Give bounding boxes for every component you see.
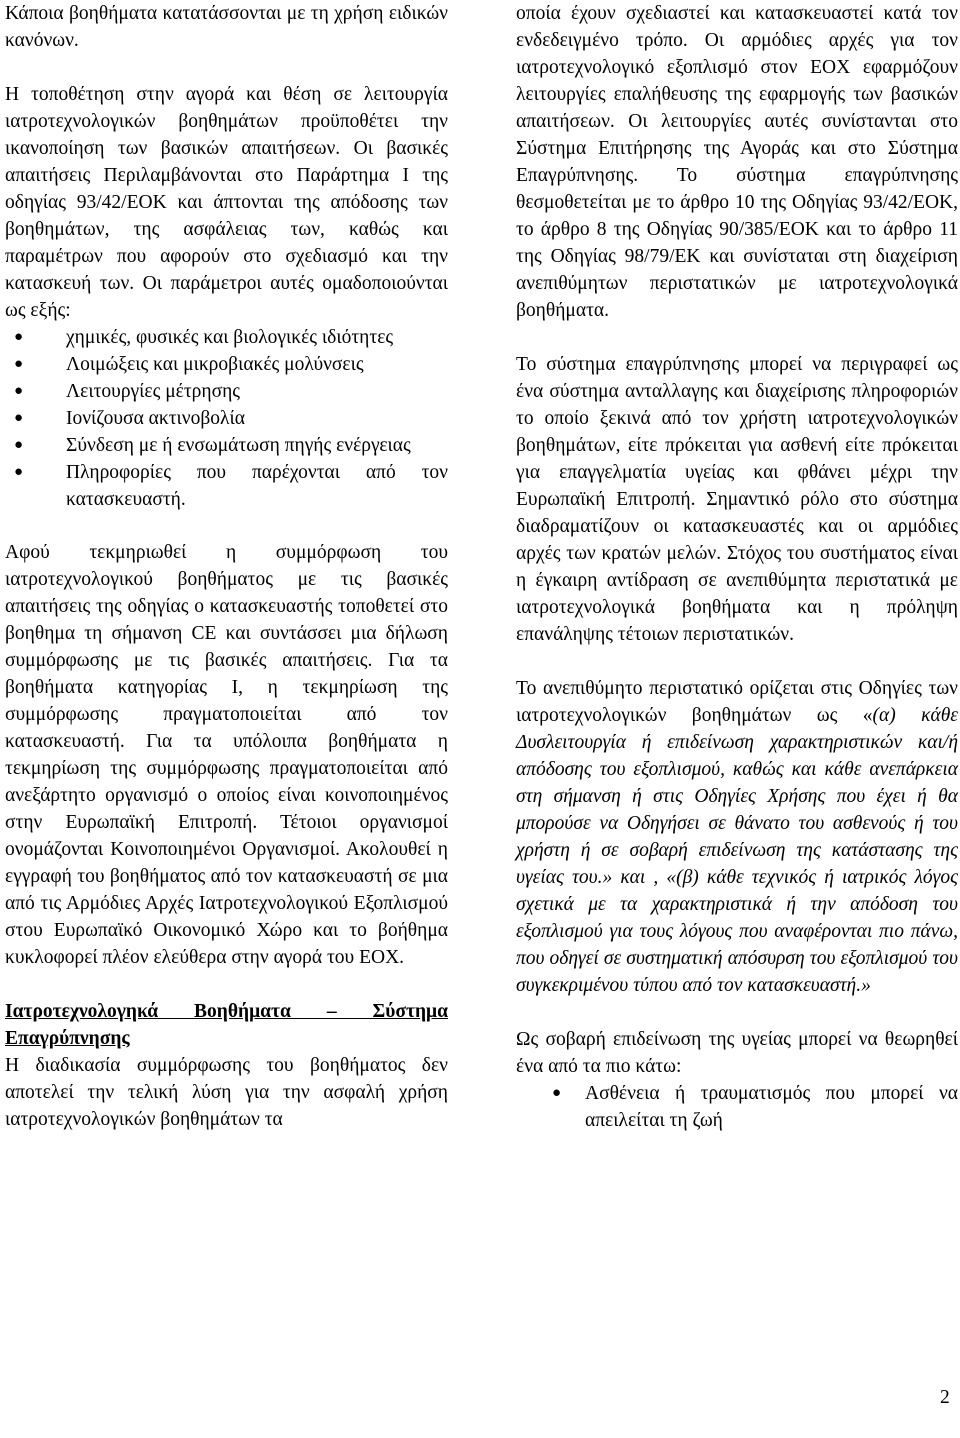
list-item xyxy=(5,459,448,513)
right-paragraph-serious: Ως σοβαρή επιδείνωση της υγείας μπορεί να θεωρηθεί ένα από τα πιο κάτω: xyxy=(516,1029,958,1077)
bullet-icon: ● xyxy=(14,329,24,345)
list-item-text: Λειτουργίες μέτρησης xyxy=(66,381,241,402)
right-column xyxy=(516,0,958,1134)
page-number: 2 xyxy=(940,1387,950,1408)
list-item-text: Ασθένεια ή τραυματισμός που μπορεί να απειλείται τη ζωή xyxy=(585,1083,958,1131)
list-item xyxy=(5,378,448,405)
list-item xyxy=(5,405,448,432)
list-item xyxy=(5,324,448,351)
list-item-text: Λοιμώξεις και μικροβιακές μολύνσεις xyxy=(66,354,364,375)
bullet-icon: ● xyxy=(14,410,24,426)
list-item-text: Ιονίζουσα ακτινοβολία xyxy=(66,408,245,429)
list-item xyxy=(516,1080,958,1134)
list-item-text: χημικές, φυσικές και βιολογικές ιδιότητες xyxy=(66,327,394,348)
right-paragraph-authorities: οποία έχουν σχεδιαστεί και κατασκευαστεί κατά τον ενδεδειγμένο τρόπο. Οι αρμόδιες αρχές για τον ιατροτεχνολογικό εξοπλισμό στον ΕΟΧ εφαρμόζουν λειτουργίες επαλήθευσης της εφαρμογής των βασικών απαιτήσεων. Οι λειτουργίες αυτές συνίστανται στο Σύστημα Επιτήρησης της Αγοράς και στο Σύστημα Επαγρύπνησης. Το σύστημα επαγρύπνησης θεσμοθετείται με το άρθρο 10 της Οδηγίας 93/42/ΕΟΚ, το άρθρο 8 της Οδηγίας 90/385/ΕΟΚ και το άρθρο 11 της Οδηγίας 98/79/ΕΚ και συνίσταται στη διαχείριση ανεπιθύμητων περιστατικών με ιατροτεχνολογικά βοηθήματα. xyxy=(516,3,958,321)
bullet-icon: ● xyxy=(14,356,24,372)
left-paragraph-procedure: Η διαδικασία συμμόρφωσης του βοηθήματος δεν αποτελεί την τελική λύση για την ασφαλή χρήση ιατροτεχνολογικών βοηθημάτων τα xyxy=(5,1055,448,1130)
left-paragraph-conformity: Αφού τεκμηριωθεί η συμμόρφωση του ιατροτεχνολογικού βοηθήματος με τις βασικές απαιτήσεις της οδηγίας ο κατασκευαστής τοποθετεί στο βοηθημα τη σήμανση CE και συντάσσει μια δήλωση συμμόρφωσης με τις βασικές απαιτήσεις. Για τα βοηθήματα κατηγορίας Ι, η τεκμηρίωση της συμμόρφωσης πραγματοποιείται από τον κατασκευαστή. Για τα υπόλοιπα βοηθήματα η τεκμηρίωση της συμμόρφωσης πραγματοποιείται από ανεξάρτητο οργανισμό ο οποίος είναι κοινοποιημένος στην Ευρωπαϊκή Επιτροπή. Τέτοιοι οργανισμοί ονομάζονται Κοινοποιημένοι Οργανισμοί. Ακολουθεί η εγγραφή του βοηθήματος από τον κατασκευαστή σε μια από τις Αρμόδιες Αρχές Ιατροτεχνολογικού Εξοπλισμού στου Ευρωπαϊκό Οικονομικό Χώρο και το βοήθημα κυκλοφορεί πλέον ελεύθερα στην αγορά του ΕΟΧ. xyxy=(5,542,448,968)
list-item xyxy=(5,351,448,378)
right-bullet-list xyxy=(516,1080,958,1134)
right-paragraph-definition xyxy=(516,675,958,999)
list-item-text: Σύνδεση με ή ενσωμάτωση πηγής ενέργειας xyxy=(66,435,411,456)
bullet-icon: ● xyxy=(14,437,24,453)
definition-lead-text: Το ανεπιθύμητο περιστατικό ορίζεται στις Οδηγίες των ιατροτεχνολογικών βοηθημάτων ως « xyxy=(516,678,958,726)
left-bullet-list xyxy=(5,324,448,513)
left-paragraph-intro: Κάποια βοηθήματα κατατάσσονται με τη χρήση ειδικών κανόνων. xyxy=(5,3,448,51)
section-heading: Ιατροτεχνολογηκά Βοηθήματα – Σύστημα Επαγρύπνησης xyxy=(5,1001,448,1049)
definition-italic-text: (α) κάθε Δυσλειτουργία ή επιδείνωση χαρακτηριστικών και/ή απόδοσης του εξοπλισμού, καθώς και κάθε ανεπάρκεια στη σήμανση ή στις Οδηγίες Χρήσης που έχει ή θα μπορούσε να Οδηγήσει σε θάνατο του ασθενούς ή του χρήστη ή σε σοβαρή επιδείνωση της κατάστασης της υγείας του.» και , «(β) κάθε τεχνικός ή ιατρικός λόγος σχετικά με τα χαρακτηριστικά ή την απόδοση του εξοπλισμού για τους λόγους που αναφέρονται πιο πάνω, που οδηγεί σε συστηματική απόσυρση του εξοπλισμού του συγκεκριμένου τύπου από τον κατασκευαστή.» xyxy=(516,705,958,996)
bullet-icon: ● xyxy=(14,464,24,480)
bullet-icon: ● xyxy=(552,1085,562,1101)
bullet-icon: ● xyxy=(14,383,24,399)
list-item xyxy=(5,432,448,459)
list-item-text: Πληροφορίες που παρέχονται από τον κατασκευαστή. xyxy=(66,462,448,510)
right-paragraph-vigilance: Το σύστημα επαγρύπνησης μπορεί να περιγραφεί ως ένα σύστημα ανταλλαγης και διαχείρισης πληροφοριών το οποίο ξεκινά από τον χρήστη ιατροτεχνολογικών βοηθημάτων, είτε πρόκειται για ασθενή είτε πρόκειται για επαγγελματία υγείας και φθάνει μέχρι την Ευρωπαϊκή Επιτροπή. Σημαντικό ρόλο στο σύστημα διαδραματίζουν οι κατασκευαστές και οι αρμόδιες αρχές των κρατών μελών. Στόχος του συστήματος είναι η έγκαιρη αντίδραση σε ανεπιθύμητα περιστατικά με ιατροτεχνολογικά βοηθήματα και η πρόληψη επανάληψης τέτοιων περιστατικών. xyxy=(516,354,958,645)
left-paragraph-requirements: Η τοποθέτηση στην αγορά και θέση σε λειτουργία ιατροτεχνολογικών βοηθημάτων προϋποθέτει την ικανοποίηση των βασικών απαιτήσεων. Οι βασικές απαιτήσεις Περιλαμβάνονται στο Παράρτημα Ι της οδηγίας 93/42/ΕΟΚ και άπτονται της απόδοσης των βοηθημάτων, της ασφάλειας των, καθώς και παραμέτρων που αφορούν στο σχεδιασμό και την κατασκευή των. Οι παράμετροι αυτές ομαδοποιούνται ως εξής: xyxy=(5,84,448,321)
left-column xyxy=(5,0,448,1133)
